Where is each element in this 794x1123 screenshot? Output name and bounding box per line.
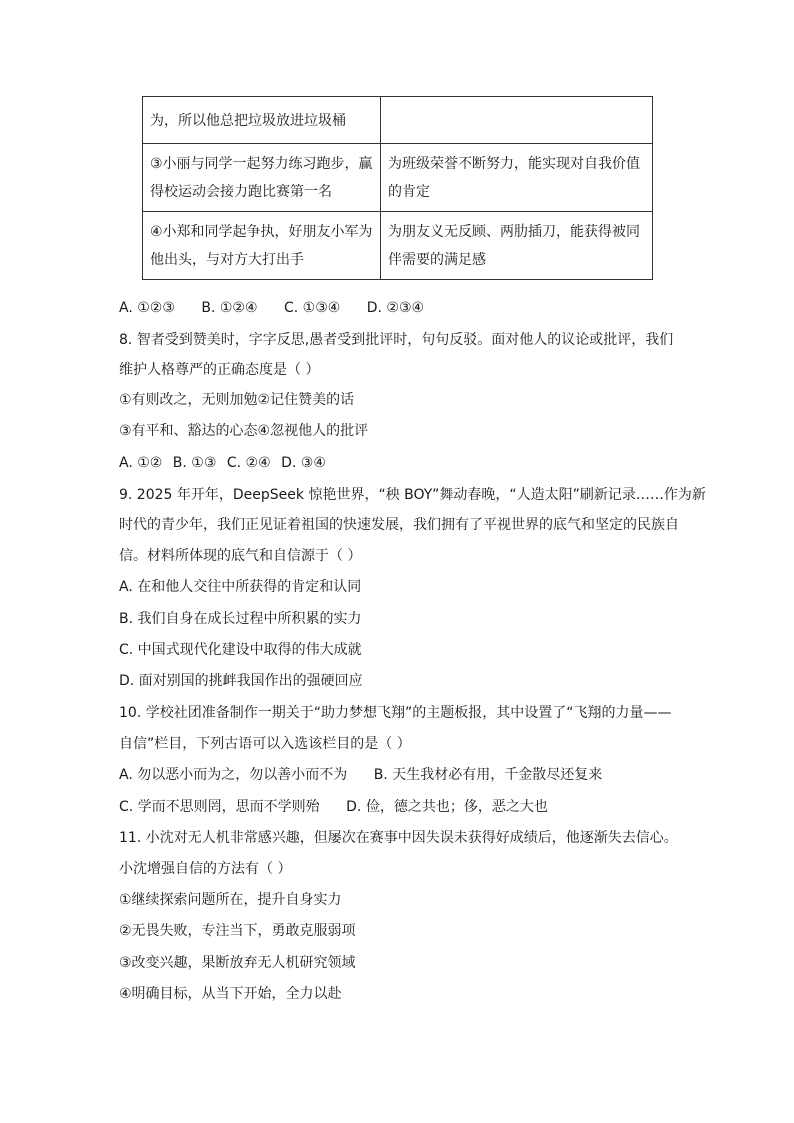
table-cell-event: ③小丽与同学一起努力练习跑步，赢得校运动会接力跑比赛第一名 [143,144,381,212]
q11-item-1: ①继续探索问题所在，提升自身实力 [119,892,342,908]
q8-item-line-2: ③有平和、豁达的心态④忽视他人的批评 [119,423,369,439]
q9-option-b: B. 我们自身在成长过程中所积累的实力 [119,611,362,627]
table-row [143,212,653,280]
table-cell-analysis: 为班级荣誉不断努力，能实现对自我价值的肯定 [381,144,653,212]
table-row [143,97,653,144]
q10-option-d: D. 俭，德之共也；侈，恶之大也 [346,799,548,815]
q11-item-2: ②无畏失败，专注当下，勇敢克服弱项 [119,923,356,939]
q8-option-b: B. ①③ [172,455,217,471]
q11-item-4: ④明确目标，从当下开始，全力以赴 [119,986,342,1002]
q7-option-a: A. ①②③ [119,300,175,316]
q9-option-a: A. 在和他人交往中所获得的肯定和认同 [119,579,362,595]
q7-option-d: D. ②③④ [366,300,425,316]
q10-option-b: B. 天生我材必有用，千金散尽还复来 [373,767,603,783]
table-row [143,144,653,212]
q8-option-c: C. ②④ [226,455,271,471]
q8-stem-line-1: 8. 智者受到赞美时，字字反思,愚者受到批评时，句句反驳。面对他人的议论或批评，我们 [119,332,674,348]
q8-options [119,453,326,473]
q9-stem-line-2: 时代的青少年，我们正见证着祖国的快速发展，我们拥有了平视世界的底气和坚定的民族自 [119,517,679,533]
q7-option-c: C. ①③④ [283,300,341,316]
q11-stem-line-2: 小沈增强自信的方法有（ ） [119,861,292,877]
q9-stem-line-1: 9. 2025 年开年，DeepSeek 惊艳世界，“秧 BOY”舞动春晚，“人造太阳”刷新记录……作为新 [119,487,706,503]
table-cell-analysis: 为朋友义无反顾、两肋插刀，能获得被同伴需要的满足感 [381,212,653,280]
q8-item-line-1: ①有则改之，无则加勉②记住赞美的话 [119,392,355,408]
q10-stem-line-1: 10. 学校社团准备制作一期关于“助力梦想飞翔”的主题板报，其中设置了“飞翔的力量—— [119,705,672,721]
q8-option-d: D. ③④ [281,455,326,471]
q10-option-a: A. 勿以恶小而为之，勿以善小而不为 [119,767,348,783]
comparison-table [142,96,653,280]
q9-stem-line-3: 信。材料所体现的底气和自信源于（ ） [119,548,362,564]
q7-option-b: B. ①②④ [201,300,258,316]
q11-stem-line-1: 11. 小沈对无人机非常感兴趣，但屡次在赛事中因失误未获得好成绩后，他逐渐失去信心。 [119,830,678,846]
q8-stem-line-2: 维护人格尊严的正确态度是（ ） [119,362,320,378]
q7-options [119,298,424,318]
q10-option-c: C. 学而不思则罔，思而不学则殆 [119,799,320,815]
q9-option-d: D. 面对别国的挑衅我国作出的强硬回应 [119,673,363,689]
q8-option-a: A. ①② [119,455,163,471]
q10-options-row-1 [119,765,602,785]
table-cell-event: ④小郑和同学起争执，好朋友小军为他出头，与对方大打出手 [143,212,381,280]
table-cell-event: 为，所以他总把垃圾放进垃圾桶 [143,97,381,144]
q11-item-3: ③改变兴趣，果断放弃无人机研究领域 [119,955,356,971]
table-cell-analysis [381,97,653,144]
q10-options-row-2 [119,797,548,817]
q10-stem-line-2: 自信”栏目，下列古语可以入选该栏目的是（ ） [119,736,411,752]
q9-option-c: C. 中国式现代化建设中取得的伟大成就 [119,642,362,658]
